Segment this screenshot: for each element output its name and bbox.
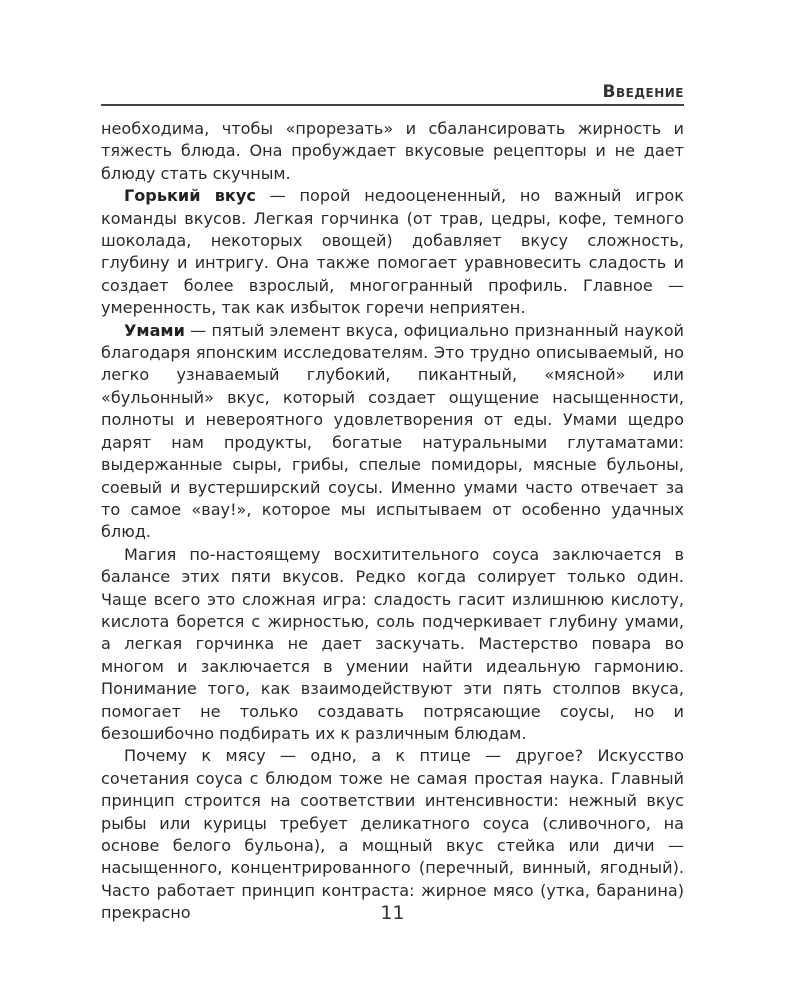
paragraph-2: [101, 185, 684, 319]
term-umami: Умами: [124, 320, 185, 340]
paragraph-5: [101, 745, 684, 924]
paragraph-2-text: — порой недооцененный, но важный игрок команды вкусов. Легкая горчинка (от трав, цедры, кофе, темного шоколада, некоторых овощей) добавляет вкусу сложность, глубину и интригу. Она также помогает уравновесить сладость и создает более взрослый, многогранный профиль. Главное — умеренность, так как избыток горечи неприятен.: [101, 186, 684, 318]
page-body: [101, 118, 684, 925]
paragraph-4: [101, 544, 684, 746]
paragraph-3: [101, 320, 684, 544]
header-rule: [101, 104, 684, 106]
paragraph-3-text: — пятый элемент вкуса, официально признанный наукой благодаря японским исследователям. Это трудно описываемый, но легко узнаваемый глубокий, пикантный, «мясной» или «бульонный» вкус, который создает ощущение насыщенности, полноты и невероятного удовлетворения от еды. Умами щедро дарят нам продукты, богатые натуральными глутаматами: выдержанные сыры, грибы, спелые помидоры, мясные бульоны, соевый и вустерширский соусы. Именно умами часто отвечает за то самое «вау!», которое мы испытываем от особенно удачных блюд.: [101, 320, 684, 542]
running-title: Введение: [602, 82, 684, 102]
term-bitter: Горький вкус: [124, 186, 256, 206]
paragraph-1-text: необходима, чтобы «прорезать» и сбалансировать жирность и тяжесть блюда. Она пробуждает вкусовые рецепторы и не дает блюду стать скучным.: [101, 119, 684, 183]
page-number: 11: [380, 902, 405, 924]
paragraph-4-text: Магия по-настоящему восхитительного соуса заключается в балансе этих пяти вкусов. Редко когда солирует только один. Чаще всего это сложная игра: сладость гасит излишнюю кислоту, кислота борется с жирностью, соль подчеркивает глубину умами, а легкая горчинка не дает заскучать. Мастерство повара во многом и заключается в умении найти идеальную гармонию. Понимание того, как взаимодействуют эти пять столпов вкуса, помогает не только создавать потрясающие соусы, но и безошибочно подбирать их к различным блюдам.: [101, 544, 684, 743]
paragraph-5-text: Почему к мясу — одно, а к птице — другое? Искусство сочетания соуса с блюдом тоже не самая простая наука. Главный принцип строится на соответствии интенсивности: нежный вкус рыбы или курицы требует деликатного соуса (сливочного, на основе белого бульона), а мощный вкус стейка или дичи — насыщенного, концентрированного (перечный, винный, ягодный). Часто работает принцип контраста: жирное мясо (утка, баранина) прекрасно: [101, 746, 684, 923]
paragraph-1: [101, 118, 684, 185]
